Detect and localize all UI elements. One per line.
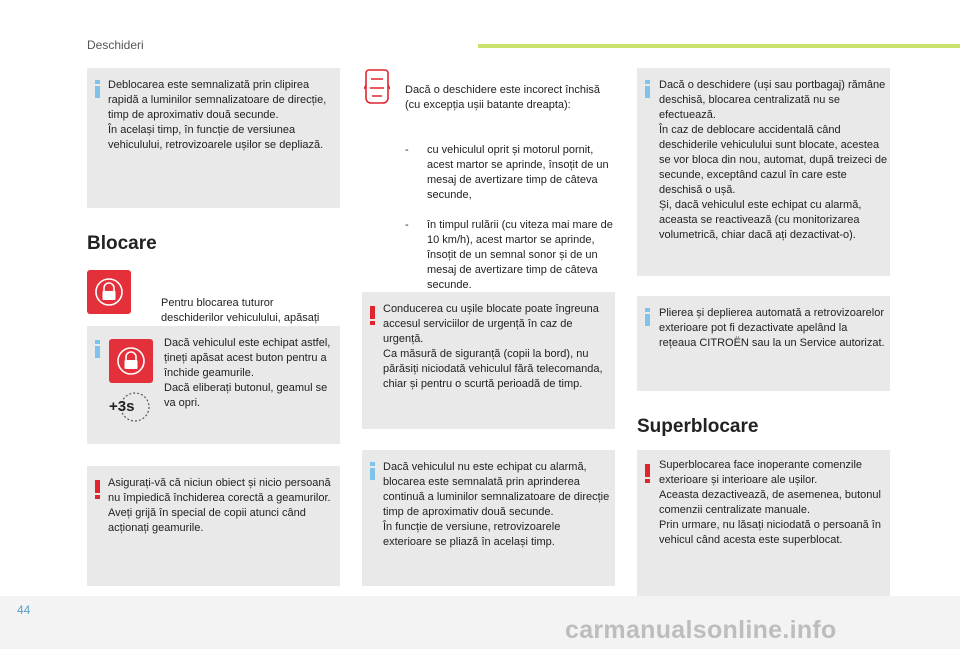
list-item: - în timpul rulării (cu viteza mai mare de 10 km/h), acest martor se aprinde, însoțit de un semnal sonor și de un mesaj de avertizare timp de câteva secunde. xyxy=(405,219,613,291)
info-icon xyxy=(95,340,100,358)
warning-text: Conducerea cu ușile blocate poate îngreuna accesul serviciilor de urgență în caz de urgență. Ca măsură de siguranță (copii la bord), nu părăsiți niciodată vehiculul fără telecomanda, chiar și pentru o scurtă perioadă de timp. xyxy=(383,303,603,390)
info-icon xyxy=(645,80,650,98)
page-number: 44 xyxy=(17,603,31,617)
lock-button-icon xyxy=(87,270,131,314)
info-box-mirrors xyxy=(637,296,890,391)
info-box-open-door xyxy=(637,68,890,276)
info-text: Dacă vehiculul nu este echipat cu alarmă, blocarea este semnalată prin aprinderea continuă a luminilor semnalizatoare de direcție timp de aproximativ două secunde. În funcție de versiune, retrovizoarele exterioare se pliază în același timp. xyxy=(383,461,610,548)
info-icon xyxy=(370,462,375,480)
warning-box-superlocking xyxy=(637,450,890,602)
hold-3s-label: +3s xyxy=(109,398,135,415)
dash-marker: - xyxy=(405,144,409,156)
warning-box-locked-doors xyxy=(362,292,615,429)
warning-box-windows xyxy=(87,466,340,586)
info-box-unlocking xyxy=(87,68,340,208)
dash-marker: - xyxy=(405,219,409,231)
info-icon xyxy=(95,80,100,98)
info-text: Dacă o deschidere (uși sau portbagaj) rămâne deschisă, blocarea centralizată nu se efectuează. În caz de deblocare accidentală când deschiderile vehiculului sunt blocate, acestea se vor bloca din nou, automat, după treizeci de secunde, exceptând cazul în care este deschisă o ușă. Și, dacă vehiculul este echipat cu alarmă, aceasta se reactivează (cu monitorizarea volumetrică, chiar dacă ați dezactivat-o). xyxy=(659,79,888,241)
heading-blocare: Blocare xyxy=(87,233,157,254)
warning-icon xyxy=(645,464,650,483)
info-box-windows xyxy=(87,326,340,444)
warning-text: Superblocarea face inoperante comenzile exterioare și interioare ale ușilor. Aceasta dezactivează, de asemenea, butonul comenzii centralizate manuale. Prin urmare, nu lăsați niciodată o persoană în vehicul când acesta este superblocat. xyxy=(659,459,881,546)
door-alert-list xyxy=(405,128,615,308)
door-open-warning-icon xyxy=(364,68,390,106)
section-title: Deschideri xyxy=(87,38,144,52)
heading-superblocare: Superblocare xyxy=(637,416,759,437)
windows-text: Dacă vehiculul este echipat astfel, țineți apăsat acest buton pentru a închide geamurile. Dacă eliberați butonul, geamul se va opri. xyxy=(164,337,331,409)
info-box-no-alarm xyxy=(362,450,615,586)
info-icon xyxy=(645,308,650,326)
hold-3s-icon xyxy=(109,390,153,424)
list-item: - cu vehiculul oprit și motorul pornit, acest martor se aprinde, însoțit de un mesaj de avertizare timp de câteva secunde, xyxy=(405,144,609,201)
warning-text: Asigurați-vă că niciun obiect și nicio persoană nu împiedică închiderea corectă a geamurilor. Aveți grijă în special de copii atunci când acționați geamurile. xyxy=(108,477,331,534)
lock-button-icon xyxy=(109,339,153,383)
warning-icon xyxy=(95,480,100,499)
door-alert-intro: Dacă o deschidere este incorect închisă (cu excepția ușii batante dreapta): xyxy=(405,84,601,111)
watermark-link[interactable]: carmanualsonline.info xyxy=(565,616,837,644)
header-accent-bar xyxy=(478,44,960,48)
info-text: Plierea și deplierea automată a retrovizoarelor exterioare pot fi dezactivate apelând la rețeaua CITROËN sau la un Service autorizat. xyxy=(659,307,885,349)
warning-icon xyxy=(370,306,375,325)
lock-instruction-text: Pentru blocarea tuturor deschiderilor vehiculului, apăsați xyxy=(161,297,320,324)
door-alert-text xyxy=(405,68,615,323)
info-text: Deblocarea este semnalizată prin clipirea rapidă a luminilor semnalizatoare de direcție, timp de aproximativ două secunde. În același timp, în funcție de versiunea vehiculului, retrovizoarele ușilor se depliază. xyxy=(108,79,327,151)
